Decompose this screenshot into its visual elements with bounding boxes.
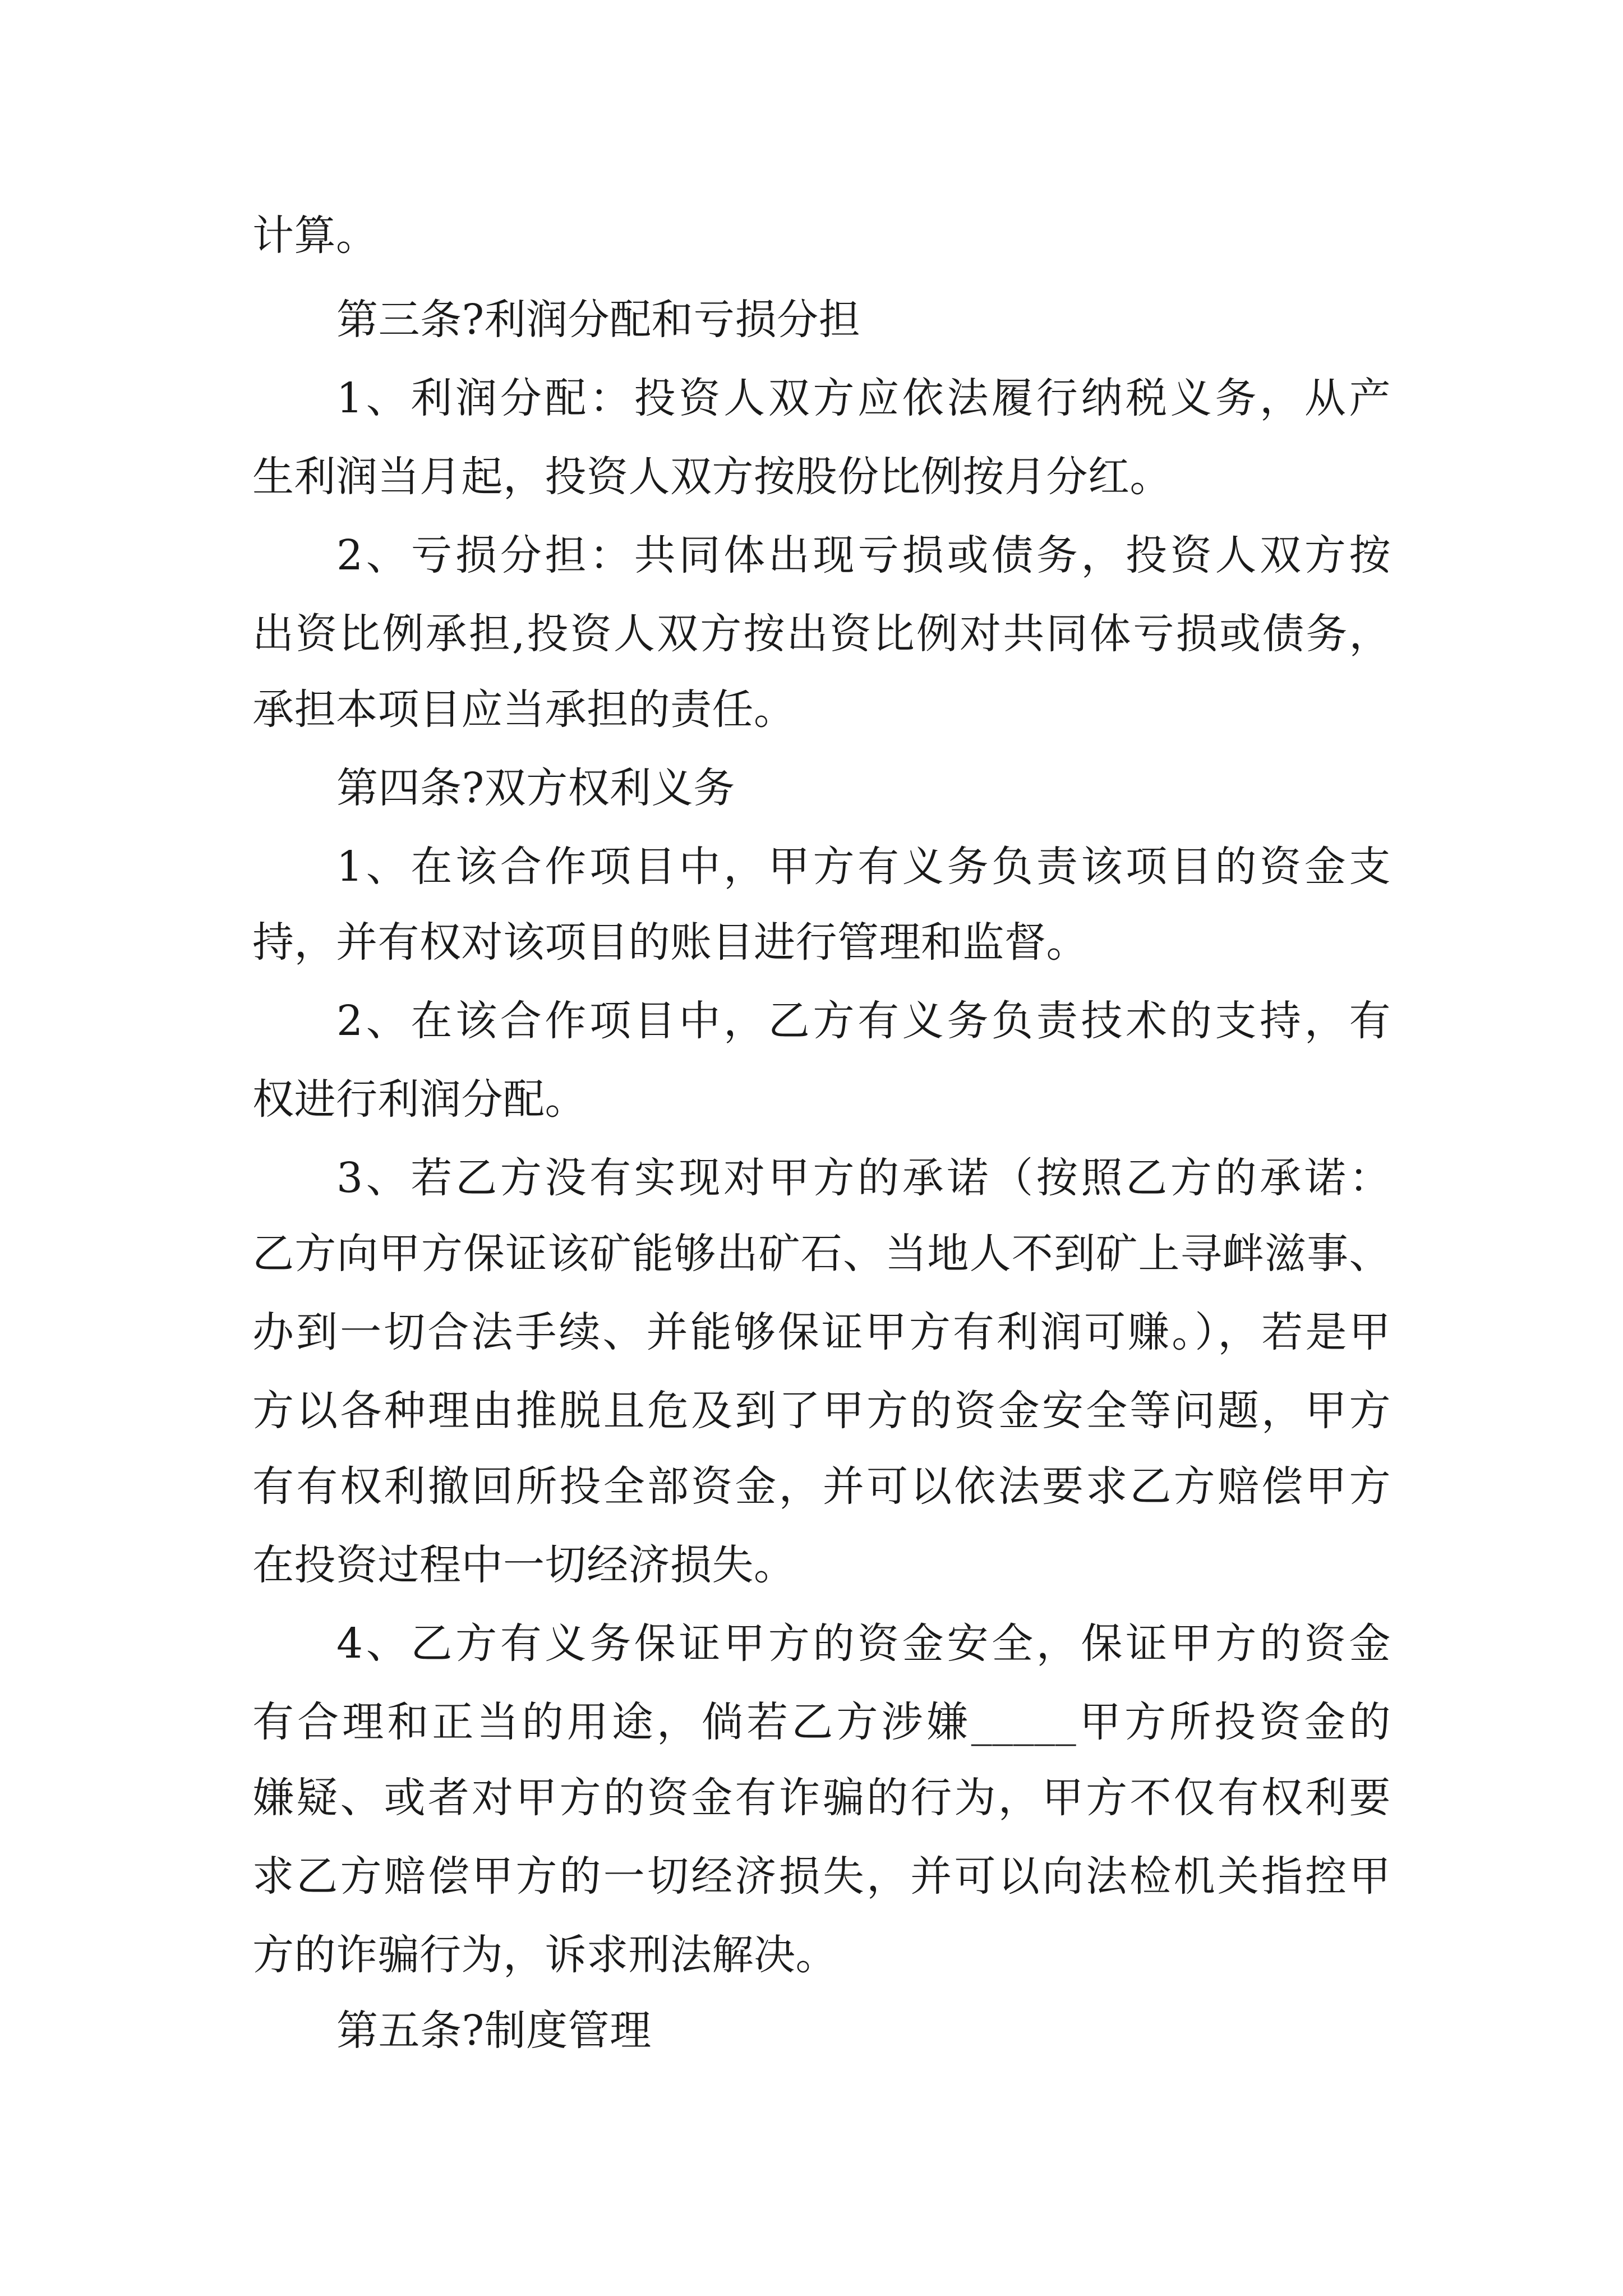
text-line: 有有权利撤回所投全部资金，并可以依法要求乙方赔偿甲方 [252,1462,1391,1511]
text-line: 办到一切合法手续、并能够保证甲方有利润可赚。），若是甲 [252,1308,1391,1356]
text-line: 求乙方赔偿甲方的一切经济损失，并可以向法检机关指控甲 [252,1852,1391,1901]
text-line: 2、亏损分担：共同体出现亏损或债务，投资人双方按 [336,531,1391,579]
section-heading: 第四条?双方权利义务 [336,764,735,812]
text-line: 乙方向甲方保证该矿能够出矿石、当地人不到矿上寻衅滋事、 [252,1230,1391,1278]
section-heading: 第三条?利润分配和亏损分担 [336,296,861,344]
text-line: 出资比例承担,投资人双方按出资比例对共同体亏损或债务， [252,610,1391,658]
text-line: 方的诈骗行为，诉求刑法解决。 [252,1931,837,1979]
text-line: 持，并有权对该项目的账目进行管理和监督。 [252,918,1088,967]
section-heading: 第五条?制度管理 [336,2007,652,2055]
text-line: 计算。 [252,211,378,260]
text-line: 有合理和正当的用途，倘若乙方涉嫌_____甲方所投资金的 [252,1698,1391,1746]
text-line: 1、利润分配：投资人双方应依法履行纳税义务，从产 [336,374,1391,422]
text-line: 2、在该合作项目中，乙方有义务负责技术的支持，有 [336,997,1391,1045]
text-line: 3、若乙方没有实现对甲方的承诺（按照乙方的承诺： [336,1154,1391,1202]
text-line: 在投资过程中一切经济损失。 [252,1541,796,1589]
text-line: 生利润当月起，投资人双方按股份比例按月分红。 [252,453,1172,501]
text-line: 4、乙方有义务保证甲方的资金安全，保证甲方的资金 [336,1619,1391,1668]
text-line: 承担本项目应当承担的责任。 [252,685,796,734]
text-line: 方以各种理由推脱且危及到了甲方的资金安全等问题，甲方 [252,1387,1391,1435]
text-line: 1、在该合作项目中，甲方有义务负责该项目的资金支 [336,843,1391,891]
text-line: 嫌疑、或者对甲方的资金有诈骗的行为，甲方不仅有权利要 [252,1774,1391,1822]
text-line: 权进行利润分配。 [252,1075,587,1124]
